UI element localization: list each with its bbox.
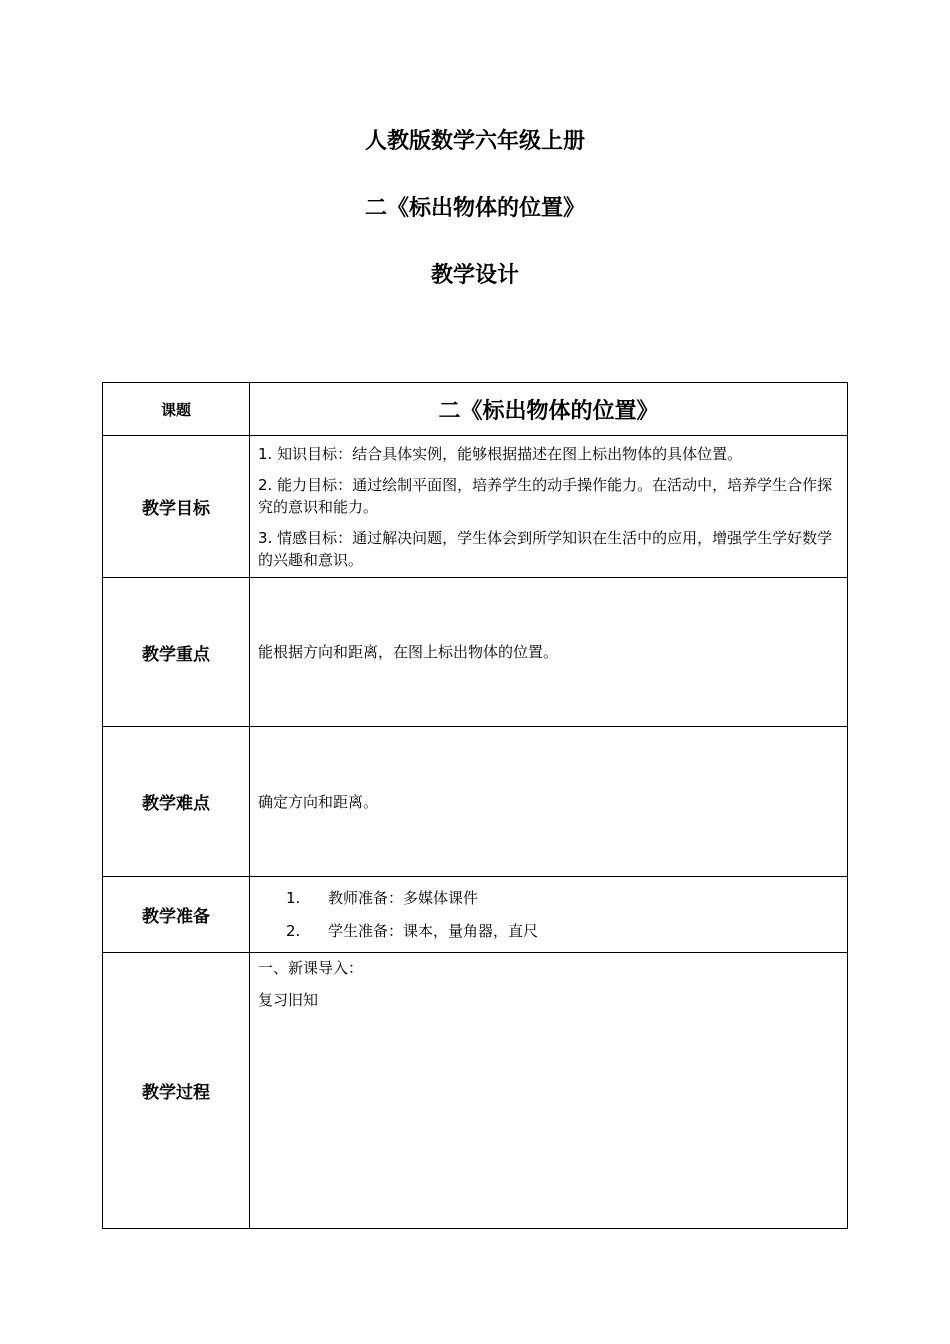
key-point-value: 能根据方向和距离，在图上标出物体的位置。 bbox=[250, 578, 848, 727]
prep-item bbox=[258, 887, 839, 909]
prep-item-text: 学生准备：课本，量角器，直尺 bbox=[328, 922, 539, 940]
process-line: 复习旧知 bbox=[258, 991, 319, 1009]
row-process bbox=[103, 953, 848, 1229]
topic-value: 二《标出物体的位置》 bbox=[250, 383, 848, 436]
prep-item-number: 1. bbox=[286, 889, 301, 907]
topic-label: 课题 bbox=[103, 383, 250, 436]
difficulty-value: 确定方向和距离。 bbox=[250, 727, 848, 877]
goals-cell bbox=[250, 436, 848, 578]
row-preparation bbox=[103, 877, 848, 953]
row-goals bbox=[103, 436, 848, 578]
goal-item: 1. 知识目标：结合具体实例，能够根据描述在图上标出物体的具体位置。 bbox=[258, 444, 743, 463]
process-label: 教学过程 bbox=[103, 953, 250, 1229]
preparation-label: 教学准备 bbox=[103, 877, 250, 953]
process-line: 一、新课导入： bbox=[258, 959, 364, 977]
lesson-plan-table bbox=[102, 382, 848, 1229]
goal-item: 3. 情感目标：通过解决问题，学生体会到所学知识在生活中的应用，增强学生学好数学的兴趣和意识。 bbox=[258, 528, 833, 569]
doc-title-line-1: 人教版数学六年级上册 bbox=[364, 129, 585, 154]
row-topic bbox=[103, 383, 848, 436]
row-key-point bbox=[103, 578, 848, 727]
prep-item-number: 2. bbox=[286, 922, 301, 940]
goal-item: 2. 能力目标：通过绘制平面图，培养学生的动手操作能力。在活动中，培养学生合作探究的意识和能力。 bbox=[258, 475, 833, 516]
preparation-cell bbox=[250, 877, 848, 953]
prep-item bbox=[258, 920, 839, 942]
doc-title-line-3: 教学设计 bbox=[430, 263, 519, 288]
process-cell bbox=[250, 953, 848, 1229]
key-point-label: 教学重点 bbox=[103, 578, 250, 727]
prep-item-text: 教师准备：多媒体课件 bbox=[328, 889, 479, 907]
goals-label: 教学目标 bbox=[103, 436, 250, 578]
row-difficulty bbox=[103, 727, 848, 877]
doc-title-line-2: 二《标出物体的位置》 bbox=[364, 196, 585, 221]
difficulty-label: 教学难点 bbox=[103, 727, 250, 877]
